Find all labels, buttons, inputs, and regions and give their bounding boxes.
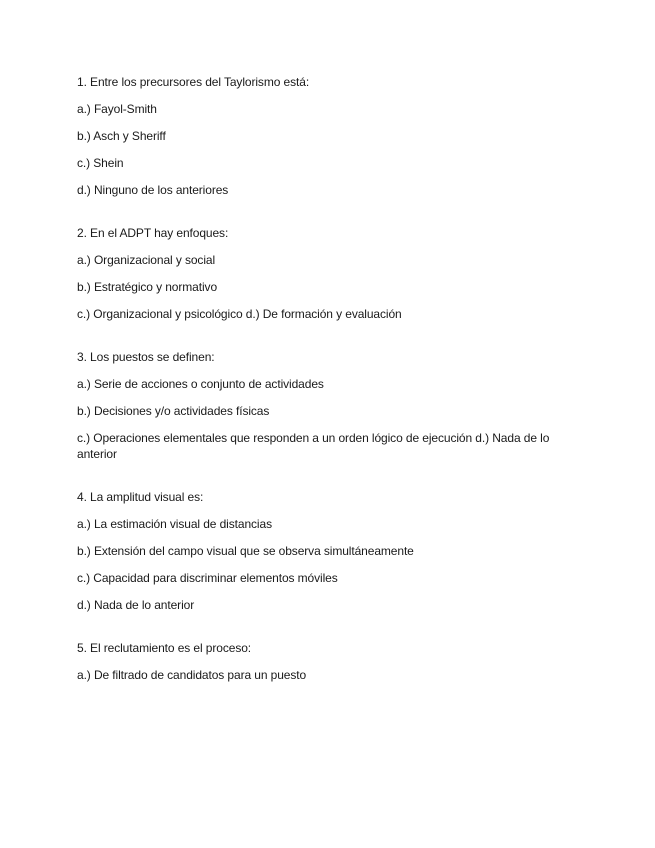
option-a: a.) Serie de acciones o conjunto de actividades [77,377,324,391]
question-4 [77,489,577,613]
question-3 [77,349,577,462]
option-b: b.) Decisiones y/o actividades físicas [77,404,270,418]
option-a: a.) De filtrado de candidatos para un puesto [77,668,307,682]
option-b: b.) Extensión del campo visual que se observa simultáneamente [77,544,414,558]
option-c: c.) Shein [77,156,124,170]
option-c-d: c.) Organizacional y psicológico d.) De formación y evaluación [77,307,402,321]
question-list [77,74,577,710]
question-text: 2. En el ADPT hay enfoques: [77,226,229,240]
question-text: 3. Los puestos se definen: [77,350,215,364]
question-text: 4. La amplitud visual es: [77,490,204,504]
option-d: d.) Ninguno de los anteriores [77,183,229,197]
question-text: 5. El reclutamiento es el proceso: [77,641,252,655]
question-5 [77,640,577,683]
option-b: b.) Asch y Sheriff [77,129,166,143]
option-c: c.) Capacidad para discriminar elementos móviles [77,571,338,585]
question-1 [77,74,577,198]
option-a: a.) Organizacional y social [77,253,216,267]
option-a: a.) La estimación visual de distancias [77,517,272,531]
question-text: 1. Entre los precursores del Taylorismo está: [77,75,310,89]
option-b: b.) Estratégico y normativo [77,280,218,294]
option-d: d.) Nada de lo anterior [77,598,195,612]
option-c-d: c.) Operaciones elementales que responden a un orden lógico de ejecución d.) Nada de lo anterior [77,431,550,461]
question-2 [77,225,577,322]
option-a: a.) Fayol-Smith [77,102,157,116]
